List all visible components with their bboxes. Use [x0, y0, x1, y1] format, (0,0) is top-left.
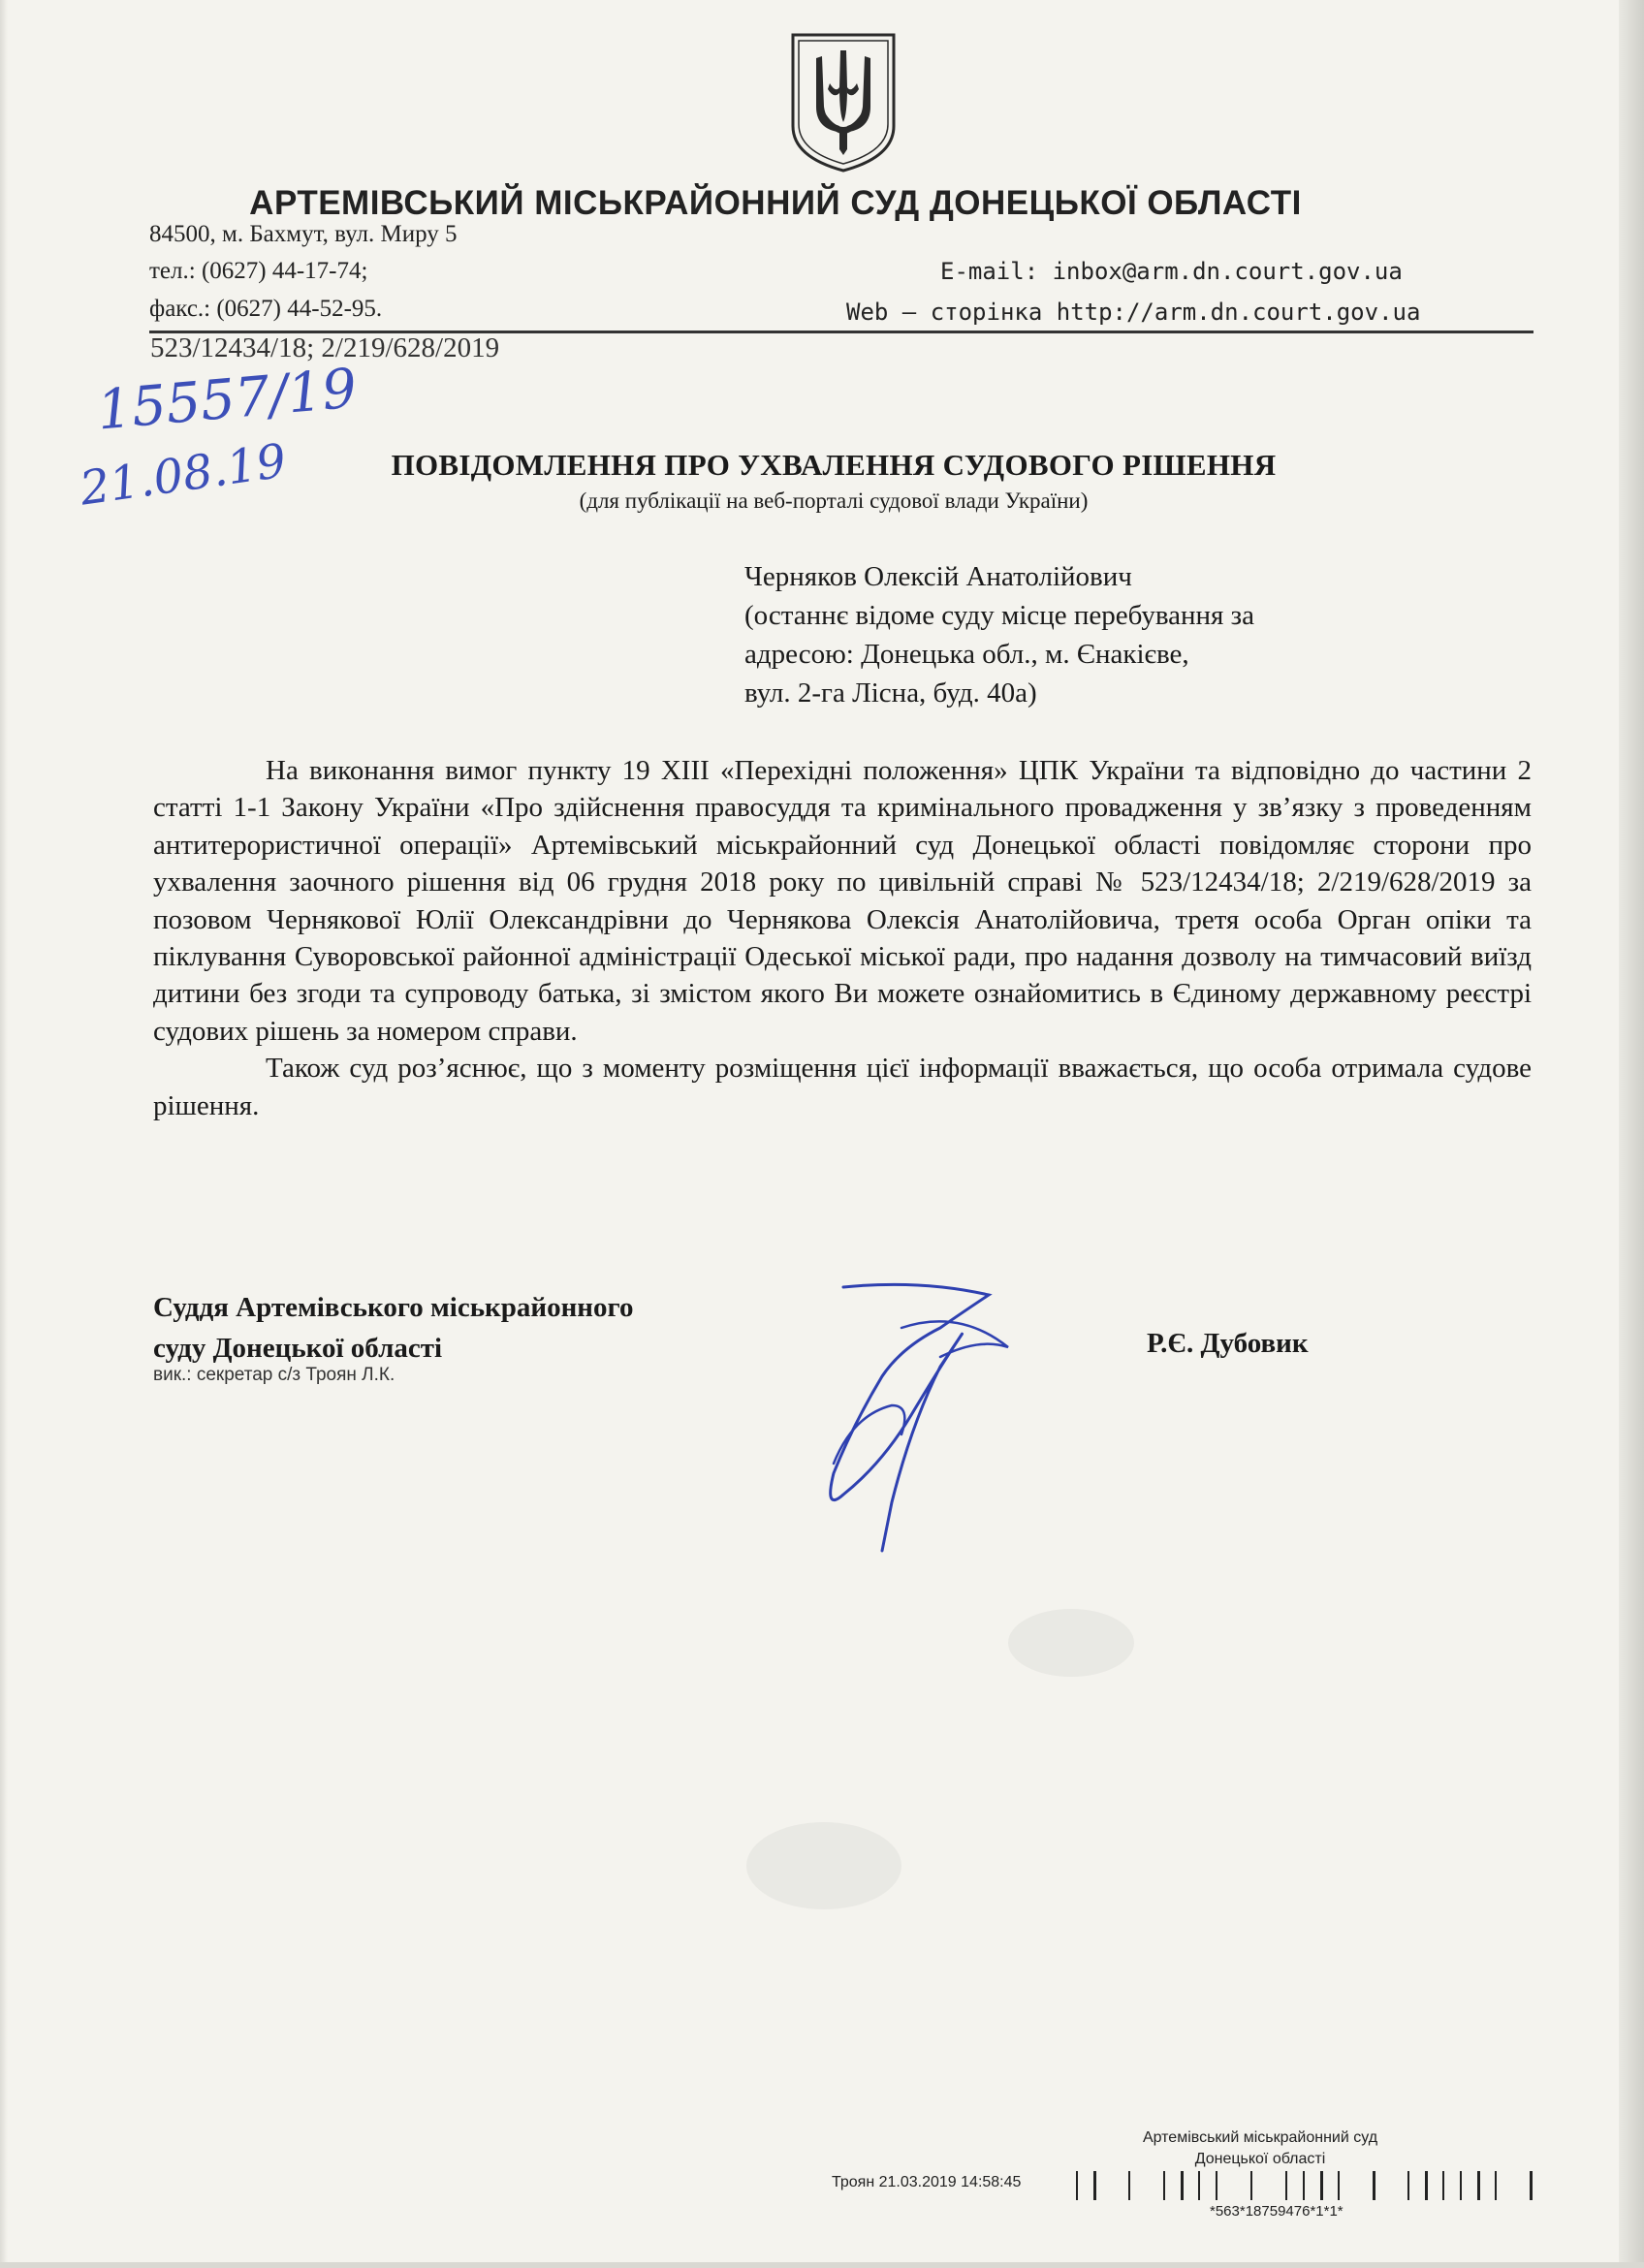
- notice-subtitle: (для публікації на веб-порталі судової влади України): [579, 488, 1089, 513]
- page-left-edge: [0, 0, 8, 2268]
- judge-position: [153, 1287, 633, 1369]
- body-paragraph: Також суд роз’яснює, що з моменту розміщення цієї інформації вважається, що особа отримала судове рішення.: [153, 1053, 1532, 1121]
- coat-of-arms-icon: [787, 29, 900, 174]
- case-number-header: 523/12434/18; 2/219/628/2019: [150, 332, 500, 363]
- registry-court-line: Артемівський міськрайонний суд: [1142, 2129, 1378, 2146]
- registry-stamp: [1115, 2127, 1406, 2170]
- court-fax: факс.: (0627) 44-52-95.: [149, 296, 383, 322]
- addressee-address-line: (останнє відоме суду місце перебування за: [744, 600, 1254, 631]
- notice-title: ПОВІДОМЛЕННЯ ПРО УХВАЛЕННЯ СУДОВОГО РІШЕННЯ: [391, 448, 1277, 482]
- addressee-block: [744, 557, 1442, 712]
- barcode-icon: [1076, 2171, 1539, 2200]
- court-email: E-mail: inbox@arm.dn.court.gov.ua: [940, 258, 1403, 285]
- addressee-address-line: адресою: Донецька обл., м. Єнакієве,: [744, 639, 1189, 670]
- handwritten-signature-icon: [814, 1270, 1028, 1560]
- handwritten-incoming-number: 15557/19: [94, 357, 360, 443]
- body-paragraph: На виконання вимог пункту 19 ХІІІ «Перехідні положення» ЦПК України та відповідно до частини 2 статті 1-1 Закону України «Про здійснення правосуддя та кримінального провадження у зв’язку з проведенням антитерористичної операції» Артемівський міськрайонний суд Донецької області повідомляє сторони про ухвалення заочного рішення від 06 грудня 2018 року по цивільній справі № 523/12434/18; 2/219/628/2019 за позовом Чернякової Юлії Олександрівни до Чернякова Олексія Анатолійовича, третя особа Орган опіки та піклування Суворовської районної адміністрації Одеської міської ради, про надання дозволу на тимчасовий виїзд дитини без згоди та супроводу батька, зі змістом якого Ви можете ознайомитись в Єдиному державному реєстрі судових рішень за номером справи.: [153, 755, 1532, 1047]
- court-website: Web – сторінка http://arm.dn.court.gov.ua: [846, 299, 1421, 326]
- judge-position-line: Суддя Артемівського міськрайонного: [153, 1292, 634, 1323]
- paper-smudge: [1008, 1609, 1134, 1677]
- registry-court-line: Донецької області: [1194, 2151, 1326, 2167]
- executor-note: вик.: секретар с/з Троян Л.К.: [153, 1365, 395, 1385]
- handwritten-date-note: 21.08.19: [77, 433, 290, 517]
- addressee-name: Черняков Олексій Анатолійович: [744, 561, 1132, 592]
- court-name-heading: АРТЕМІВСЬКИЙ МІСЬКРАЙОННИЙ СУД ДОНЕЦЬКОЇ ОБЛАСТІ: [249, 184, 1302, 222]
- addressee-address-line: вул. 2-га Лісна, буд. 40а): [744, 677, 1037, 709]
- page-bottom-edge: [0, 2262, 1644, 2268]
- page-right-edge: [1619, 0, 1644, 2268]
- judge-name: Р.Є. Дубовик: [1147, 1328, 1309, 1359]
- court-address: 84500, м. Бахмут, вул. Миру 5: [149, 221, 458, 247]
- court-phone: тел.: (0627) 44-17-74;: [149, 258, 368, 284]
- barcode-text: *563*18759476*1*1*: [1210, 2203, 1344, 2220]
- paper-smudge: [746, 1822, 901, 1909]
- notice-body: [153, 752, 1532, 1124]
- judge-position-line: суду Донецької області: [153, 1333, 443, 1364]
- operator-timestamp: Троян 21.03.2019 14:58:45: [832, 2174, 1022, 2190]
